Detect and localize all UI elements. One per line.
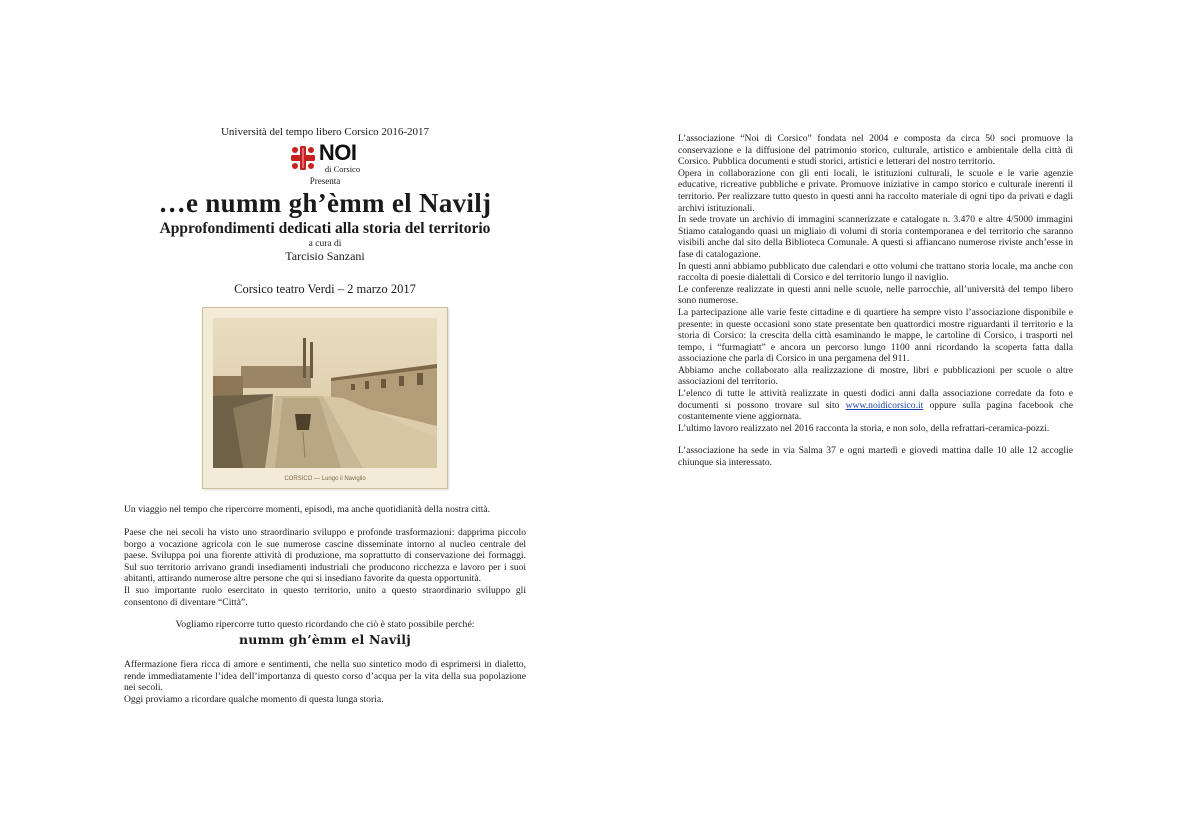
association-paragraph-5: Le conferenze realizzate in questi anni nelle scuole, nelle parrocchie, all’università del tempo libero sono numerose. [678,283,1073,307]
historic-postcard-photo [202,307,448,489]
city-paragraph: Il suo importante ruolo esercitato in questo territorio, unito a questo straordinario sviluppo gli consentono di diventare “Città”. [124,584,526,608]
venue-date: Corsico teatro Verdi – 2 marzo 2017 [234,282,416,297]
red-cross-logo-icon [290,145,316,171]
closing-paragraph: Oggi proviamo a ricordare qualche momento di questa lunga storia. [124,693,384,705]
association-paragraph-2: Opera in collaborazione con gli enti locali, le istituzioni culturali, le scuole e le varie agenzie educative, ricreative pubbliche e private. Promuove iniziative in campo storico e culturale inerenti il territorio. Per realizzare tutto questo in questi anni ha raccolto materiale di ogni tipo da privati e dagli archivi istituzionali. [678,167,1073,214]
history-paragraph: Paese che nei secoli ha visto uno straordinario sviluppo e profonde trasformazioni: dapprima piccolo borgo a vocazione agricola con le sue numerose cascine disseminate intorno al nucleo centrale del paese. Sviluppa poi una fiorente attività di produzione, ma soprattutto di conservazione dei formaggi. Sul suo territorio arrivano grandi insediamenti industriali che producono ricchezza e lavoro per i suoi abitanti, attirando numerose altre persone che qui si insediano favorite da questa opportunità. [124,526,526,585]
author-name: Tarcisio Sanzani [285,249,365,264]
logo-wordmark: NOI [318,140,357,165]
intro-paragraph: Un viaggio nel tempo che ripercorre momenti, episodi, ma anche quotidianità della nostra città. [124,504,491,516]
paragraph-8-text-after: oppure sulla pagina facebook che costantemente viene aggiornata. [678,399,1073,423]
noi-di-corsico-logo [124,142,526,174]
left-column [124,120,526,705]
association-paragraph-9: L’ultimo lavoro realizzato nel 2016 racconta la storia, e non solo, della refrattari-ceramica-pozzi. [678,422,1050,434]
association-paragraph-7: Abbiamo anche collaborato alla realizzazione di mostre, libri e pubblicazioni per scuole o altre associazioni del territorio. [678,364,1073,388]
a-cura-di-label: a cura di [308,239,342,250]
naviglio-canal-illustration [213,318,437,468]
association-address: L’associazione ha sede in via Salma 37 e ogni martedì e giovedì mattina dalle 10 alle 12 accoglie chiunque sia interessato. [678,445,1073,469]
vogliamo-line: Vogliamo ripercorre tutto questo ricordando che ciò è stato possibile perché: [175,619,475,631]
association-paragraph-6: La partecipazione alle varie feste cittadine e di quartiere ha sempre visto l’associazione disponibile e presente: in queste occasioni sono state presentate ben quattordici mostre riguardanti il territorio e la storia di Corsico: la crescita della città esaminando le mappe, le cartoline di Corsico, i trasporti nel tempo, i “furmagiatt” e ancora un percorso lungo 1100 anni ricordando la scoperta fatta dalla associazione che parla di Corsico in una pergamena del 911. [678,306,1073,365]
association-paragraph-4: In questi anni abbiamo pubblicato due calendari e otto volumi che trattano storia locale, ma anche con raccolta di poesie dialettali di Corsico e del territorio lungo il naviglio. [678,260,1073,284]
university-heading: Università del tempo libero Corsico 2016-2017 [220,126,430,138]
website-link[interactable]: www.noidicorsico.it [845,399,924,411]
right-column [678,133,1073,469]
association-paragraph-3: In sede trovate un archivio di immagini scannerizzate e catalogate n. 3.470 e altre 4/5000 immagini Stiamo catalogando quasi un migliaio di volumi di storia contemporanea e del territorio che saranno visibili anche dal sito della Biblioteca Comunale. A questi si affiancano numerose riviste anch’esse in fase di catalogazione. [678,214,1073,260]
association-paragraph-1: L’associazione “Noi di Corsico” fondata nel 2004 e composta da circa 50 soci promuove la conservazione e la diffusione del patrimonio storico, culturale, artistico e ambientale della città di Corsico. Pubblica documenti e studi storici, artistici e letterari del nostro territorio. [678,133,1073,168]
photo-caption: CORSICO — Lungo il Naviglio [284,476,366,483]
logo-subtitle: di Corsico [324,164,361,174]
paragraph-8-text-before: L’elenco di tutte le attività realizzate in questi dodici anni dalla associazione corredate da foto e documenti si possono trovare sul sito [678,388,1073,411]
document-subtitle: Approfondimenti dedicati alla storia del territorio [159,219,491,237]
association-paragraph-8 [678,388,1073,423]
document-title: …e numm gh’èmm el Navilj [158,187,492,218]
presenta-label: Presenta [309,175,341,186]
motto-paragraph: Affermazione fiera ricca di amore e sentimenti, che nella suo sintetico modo di esprimersi in dialetto, rende immediatamente l’idea dell’importanza di questo corso d’acqua per la vita della sua popolazione nei secoli. [124,659,526,694]
motto-heading: numm gh’èmm el Navilj [239,632,411,648]
